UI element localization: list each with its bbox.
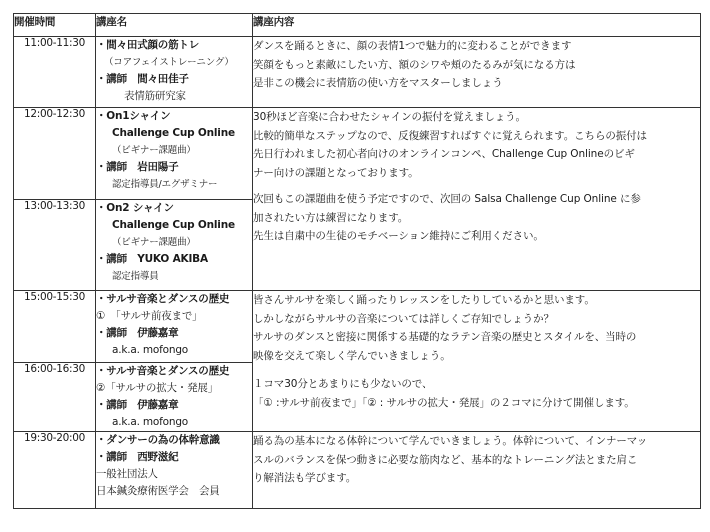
time-cell: 15:00-15:30 (14, 291, 96, 363)
course-name-cell (96, 432, 253, 509)
content-line: ナー向けの課題となっております。 (253, 166, 419, 179)
course-title: ・On2 シャイン (96, 202, 174, 214)
table-row (14, 108, 701, 200)
content-line: 是非この機会に表情筋の使い方をマスターしましょう (253, 77, 503, 89)
course-subtitle: （コアフェイストレーニング） (104, 57, 234, 68)
course-content-cell (253, 37, 701, 108)
table-row (14, 432, 701, 509)
course-title-cont: Challenge Cup Online (112, 219, 235, 231)
content-line: 加されたい方は練習になります。 (253, 211, 409, 224)
instructor-alias: a.k.a. mofongo (112, 416, 189, 428)
content-line: 笑顔をもっと素敵にしたい方、額のシワや頬のたるみが気になる方は (253, 58, 576, 71)
course-content-cell (253, 291, 701, 432)
course-name-cell (96, 363, 253, 432)
time-cell: 16:00-16:30 (14, 363, 96, 432)
instructor-title: 認定指導員 (112, 271, 159, 282)
instructor-name: ・講師 岩田陽子 (96, 161, 179, 173)
header-row (14, 14, 701, 37)
time-cell: 12:00-12:30 (14, 108, 96, 200)
content-line: ダンスを踊るときに、顔の表情1つで魅力的に変わることができます (253, 40, 572, 52)
course-subtitle: （ビギナー課題曲） (112, 237, 196, 248)
instructor-name: ・講師 YUKO AKIBA (96, 253, 208, 265)
instructor-name: ・講師 伊藤嘉章 (96, 399, 179, 411)
header-content: 講座内容 (253, 14, 701, 37)
content-line: スルのバランスを保つ動きに必要な筋肉など、基本的なトレーニング法とまた肩こ (253, 453, 638, 466)
content-line: 踊る為の基本になる体幹について学んでいきましょう。体幹について、インナーマッ (253, 435, 648, 447)
content-line: 比較的簡単なステップなので、反復練習すればすぐに覚えられます。こちらの振付は (253, 129, 647, 142)
course-title-cont: Challenge Cup Online (112, 127, 235, 139)
content-line: 先生は自粛中の生徒のモチベーション維持にご利用ください。 (253, 230, 544, 242)
course-subtitle: （ビギナー課題曲） (112, 145, 196, 156)
time-cell: 11:00-11:30 (14, 37, 96, 108)
course-content-cell (253, 108, 701, 291)
course-title: ・サルサ音楽とダンスの歴史 (96, 365, 230, 377)
instructor-name: ・講師 西野滋紀 (96, 451, 179, 463)
time-cell: 13:00-13:30 (14, 200, 96, 291)
instructor-name: ・講師 間々田佳子 (96, 73, 189, 85)
course-subtitle: ① 「サルサ前夜まで」 (96, 310, 203, 322)
content-line: り解消法も学びます。 (253, 472, 357, 484)
instructor-name: ・講師 伊藤嘉章 (96, 327, 179, 339)
course-content-cell (253, 432, 701, 509)
time-cell: 19:30-20:00 (14, 432, 96, 509)
content-line: しかしながらサルサの音楽については詳しくご存知でしょうか？ (253, 312, 554, 325)
table-row (14, 37, 701, 108)
content-line: 30秒ほど音楽に合わせたシャインの振付を覚えましょう。 (253, 111, 526, 123)
course-name-cell (96, 200, 253, 291)
content-line: 「① :サルサ前夜まで」「② : サルサの拡大・発展」の２コマに分けて開催します。 (253, 396, 635, 409)
content-line: 次回もこの課題曲を使う予定ですので、次回の Salsa Challenge Cup Online に参 (253, 193, 641, 205)
content-line: 先日行われました初心者向けのオンラインコンペ、Challenge Cup Onlineのビギ (253, 148, 635, 160)
course-subtitle: ②「サルサの拡大・発展」 (96, 382, 218, 394)
schedule-table (13, 13, 701, 509)
content-line: サルサのダンスと密接に関係する基礎的なラテン音楽の歴史とスタイルを、当時の (253, 331, 637, 343)
table-row (14, 291, 701, 363)
course-title: ・On1シャイン (96, 110, 171, 122)
content-line: 映像を交えて楽しく学んでいきましょう。 (253, 349, 451, 362)
header-time: 開催時間 (14, 14, 96, 37)
course-title: ・ダンサーの為の体幹意識 (96, 434, 220, 446)
content-line: 皆さんサルサを楽しく踊ったりレッスンをしたりしているかと思います。 (253, 294, 595, 306)
header-name: 講座名 (96, 14, 253, 37)
course-name-cell (96, 108, 253, 200)
instructor-title: 表情筋研究家 (124, 90, 186, 102)
content-line: １コマ30分とあまりにも少ないので、 (253, 378, 433, 390)
course-name-cell (96, 291, 253, 363)
course-title: ・サルサ音楽とダンスの歴史 (96, 293, 230, 305)
course-title: ・間々田式顔の筋トレ (96, 39, 199, 51)
instructor-affiliation: 一般社団法人 (96, 468, 158, 480)
instructor-title: 認定指導員/エグザミナー (112, 179, 218, 190)
instructor-affiliation: 日本鍼灸療術医学会 会員 (96, 485, 220, 497)
course-name-cell (96, 37, 253, 108)
instructor-alias: a.k.a. mofongo (112, 344, 189, 356)
